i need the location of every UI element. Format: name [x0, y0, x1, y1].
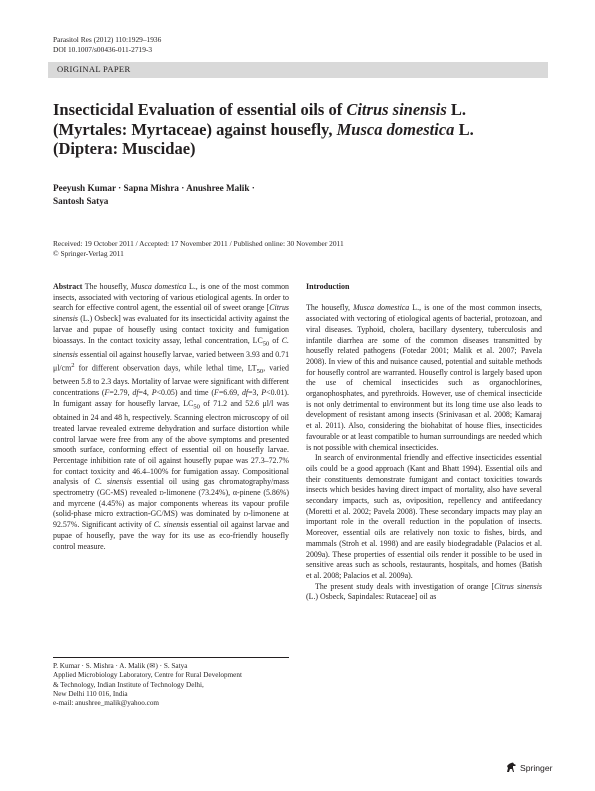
abstract-text: =3, — [248, 388, 262, 398]
intro-text: Citrus sinensis — [494, 581, 542, 591]
intro-text: (L.) Osbeck, Sapindales: Rutaceae] oil as — [306, 592, 437, 602]
author-affiliation — [53, 662, 293, 708]
abstract-text: -limonene at 92.57%. Significant activity of — [53, 509, 289, 530]
title-species: Citrus sinensis — [346, 100, 447, 119]
abstract-subscript: 50 — [262, 340, 270, 348]
doi-line: DOI 10.1007/s00436-011-2719-3 — [53, 45, 153, 54]
publication-dates — [53, 239, 553, 259]
abstract-text: of 71.2 and 52.6 μl/l was obtained in 24 and 48 h, respectively. Scanning electron microscopy of oil treated larvae revealed extreme dehydration and surface distortion while control larvae were free from any of the above symptoms and presented smooth surface, conforming effect of essential oil on housefly larvae. Percentage inhibition rate of oil against housefly pupae was 27.3–72.7% for contact toxicity and 46.4–100% for fumigation assay. Compositional analysis of — [53, 398, 289, 487]
springer-horse-icon — [505, 762, 517, 773]
journal-citation — [53, 35, 161, 55]
affiliation-line: & Technology, Indian Institute of Technology Delhi, — [53, 680, 204, 689]
author-line: Peeyush Kumar · Sapna Mishra · Anushree Malik · — [53, 183, 255, 193]
abstract-text: =2.79, — [109, 388, 133, 398]
intro-paragraph: In search of environmental friendly and effective insecticides essential oils could be a good approach (Kant and Bhatt 1994). Essential oils and their constituents demonstrate fumigant and contact toxicities towards insects which besides having direct impact of mortality, also have several secondary impacts, such as, oviposition, repellency and antifeedancy (Moretti et al. 2002; Pavela 2008). These secondary impacts may play an important role in the overall reduction in the population of insects. Moreover, essential oils are relatively non toxic to fishes, birds, and mammals (Stroh et al. 1998) and are easily biodegradable (Palacios et al. 2009a). These properties of essential oils render it possible to be used in sensitive areas such as schools, restaurants, hospitals, and homes (Batish et al. 2008; Palacios et al. 2009a). — [306, 453, 542, 580]
affiliation-email[interactable]: e-mail: anushree_malik@yahoo.com — [53, 699, 160, 708]
intro-text: L., is one of the most common insects, associated with vectoring of etiological agents of bacterial, protozoan, and viral diseases. Typhoid, cholera, bacillary dysentery, tuberculosis and infantile diarrhea are some of the common diseases transmitted by housefly related pathogens (Fotedar 2001; Malik et al. 2007; Pavela 2008). In view of this and nuisance caused, potential and suitable methods for housefly control are warranted. Housefly control is largely based upon the use of chemical insecticides such as organochlorines, organophosphates, and pyrethroids. However, use of chemical insecticide is not only detrimental to environment but its long time use also leads to development of resistant among insects (Srinivasan et al. 2008; Kamaraj et al. 2011). Also, considering the biohabitat of house flies, insecticides favourable or at least compatible to human surroundings are needed which is not possible with chemical insecticides. — [306, 303, 542, 452]
abstract-text: C. sinensis — [94, 477, 132, 487]
abstract-text: <0.01). In fumigant assay for housefly larvae, LC — [53, 388, 289, 408]
intro-text: The housefly, — [306, 303, 354, 313]
publisher-logo — [505, 762, 552, 773]
author-line: Santosh Satya — [53, 196, 109, 206]
paper-title — [53, 100, 545, 159]
section-heading: Introduction — [306, 282, 350, 291]
abstract-text: Citrus sinensis — [53, 303, 289, 324]
abstract-text: P — [261, 388, 267, 398]
abstract-text: essential oil using gas chromatography/mass spectrometry (GC-MS) revealed — [53, 477, 289, 498]
article-type-label: ORIGINAL PAPER — [57, 64, 131, 74]
author-list — [53, 182, 473, 208]
copyright-line: © Springer-Verlag 2011 — [53, 249, 124, 258]
abstract-paragraph — [53, 282, 289, 552]
title-part: (Myrtales: Myrtaceae) against housefly, — [53, 119, 337, 139]
abstract-text: C. sinensis — [153, 520, 189, 530]
abstract-label: Abstract — [53, 282, 83, 291]
affiliation-line: New Delhi 110 016, India — [53, 689, 128, 698]
intro-text: Musca domestica — [353, 303, 410, 313]
title-part: L. — [454, 119, 474, 139]
abstract-text: for different observation days, while lethal time, LT — [74, 363, 257, 373]
abstract-text: The housefly, — [82, 282, 131, 291]
abstract-text: =4, — [138, 388, 152, 398]
abstract-text: df — [241, 388, 249, 398]
affiliation-line: P. Kumar · S. Mishra · A. Malik (✉) · S. Satya — [53, 662, 188, 670]
title-part: (Diptera: Muscidae) — [53, 139, 196, 159]
abstract-text: (L.) Osbeck] was evaluated for its insecticidal activity against the larvae and pupae of housefly using contact toxicity and fumigation bioassays. In the contact toxicity assay, lethal concentration, LC — [53, 314, 289, 345]
abstract-column — [53, 282, 289, 552]
abstract-text: <0.05) and time ( — [156, 388, 215, 398]
journal-line: Parasitol Res (2012) 110:1929–1936 — [53, 35, 162, 44]
title-part: Insecticidal Evaluation of essential oils of — [53, 100, 347, 119]
abstract-text: -limonene (73.24%), α-pinene (5.86%) and myrcene (4.45%) as major components whereas its vapour profile (solid-phase micro extraction-GC/MS) was dominated by — [53, 488, 289, 519]
abstract-subscript: 50 — [256, 367, 264, 375]
affiliation-line: Applied Microbiology Laboratory, Centre for Rural Development — [53, 671, 242, 680]
title-part: L. — [446, 100, 467, 119]
abstract-text: essential oil against housefly larvae, varied between 3.93 and 0.71 μl/cm — [53, 349, 290, 373]
dates-line: Received: 19 October 2011 / Accepted: 17 November 2011 / Published online: 30 November 2011 — [53, 239, 344, 248]
intro-paragraph — [306, 582, 542, 603]
intro-text: The present study deals with investigation of orange [ — [315, 581, 495, 591]
abstract-superscript: 2 — [71, 361, 75, 369]
intro-paragraph — [306, 303, 542, 453]
abstract-text: L., is one of the most common insects, associated with vectoring of various etiological agents. In order to search for effective control agent, the essential oil of sweet orange [ — [53, 282, 290, 313]
footnote-divider — [53, 657, 289, 658]
abstract-text: P — [151, 388, 157, 398]
introduction-column — [306, 282, 542, 603]
abstract-text: F — [104, 388, 110, 398]
abstract-text: d — [243, 509, 249, 519]
abstract-text: Musca domestica — [130, 282, 187, 291]
abstract-text: of — [269, 335, 282, 345]
abstract-text: d — [159, 488, 164, 498]
article-type-banner — [48, 62, 548, 78]
abstract-text: =6.69, — [218, 388, 242, 398]
abstract-text: , varied between 5.8 to 2.3 days. Mortality of larvae were significant with different concentrations ( — [53, 363, 289, 398]
abstract-text: C. sinensis — [53, 335, 289, 359]
abstract-text: essential oil against larvae and pupae of housefly, pave the way for its use as eco-friendly housefly control measure. — [53, 520, 289, 551]
publisher-name: Springer — [520, 762, 553, 773]
abstract-text: df — [132, 388, 139, 398]
title-species: Musca domestica — [336, 119, 455, 139]
abstract-text: F — [214, 388, 219, 398]
abstract-subscript: 50 — [193, 403, 200, 411]
